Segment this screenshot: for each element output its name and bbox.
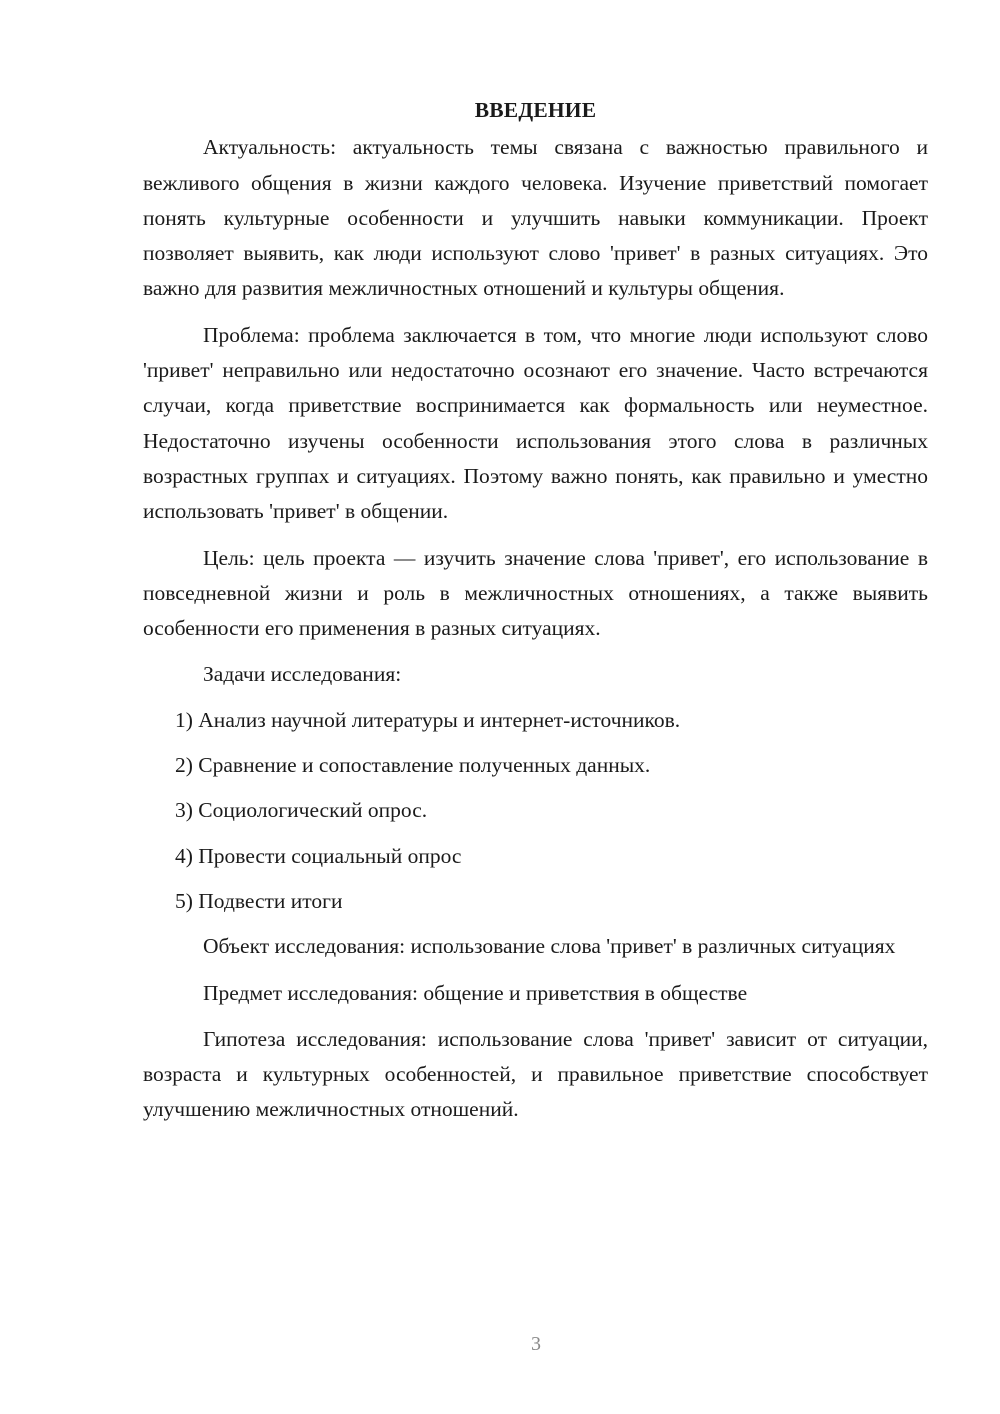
object-paragraph: Объект исследования: использование слова 'привет' в различных ситуациях (203, 934, 896, 959)
subject-paragraph: Предмет исследования: общение и приветствия в обществе (203, 980, 748, 1005)
task-item-1: 1) Анализ научной литературы и интернет-источников. (175, 707, 681, 732)
relevance-paragraph: Актуальность: актуальность темы связана с важностью правильного и вежливого общения в жизни каждого человека. Изучение приветствий помогает понять культурные особенности и улучшить навыки коммуникации. Проект позволяет выявить, как люди используют слово 'привет' в разных ситуациях. Это важно для развития межличностных отношений и культуры общения. (143, 135, 928, 301)
task-item-3: 3) Социологический опрос. (175, 798, 428, 823)
page-number: 3 (531, 1333, 541, 1355)
task-item-2: 2) Сравнение и сопоставление полученных данных. (175, 753, 651, 778)
tasks-list (143, 703, 928, 919)
page-content (143, 93, 928, 1139)
task-item-5: 5) Подвести итоги (175, 888, 343, 913)
section-title: ВВЕДЕНИЕ (474, 98, 597, 122)
goal-paragraph: Цель: цель проекта — изучить значение слова 'привет', его использование в повседневной жизни и роль в межличностных отношениях, а также выявить особенности его применения в разных ситуациях. (143, 545, 928, 641)
task-item-4: 4) Провести социальный опрос (175, 843, 462, 868)
tasks-label: Задачи исследования: (203, 662, 402, 687)
problem-paragraph: Проблема: проблема заключается в том, что многие люди используют слово 'привет' неправильно или недостаточно осознают его значение. Часто встречаются случаи, когда приветствие воспринимается как формальность или неуместное. Недостаточно изучены особенности использования этого слова в различных возрастных группах и ситуациях. Поэтому важно понять, как правильно и уместно использовать 'привет' в общении. (143, 322, 928, 524)
hypothesis-paragraph: Гипотеза исследования: использование слова 'привет' зависит от ситуации, возраста и культурных особенностей, и правильное приветствие способствует улучшению межличностных отношений. (143, 1026, 928, 1122)
